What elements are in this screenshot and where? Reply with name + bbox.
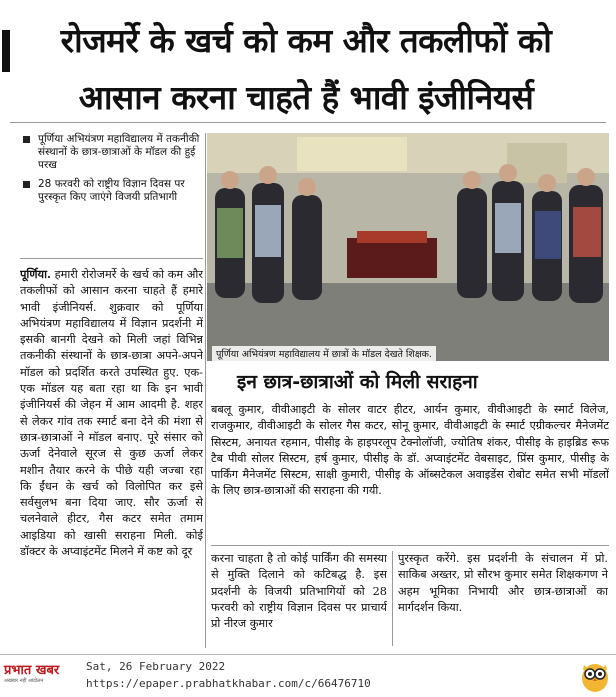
headline-divider [10, 122, 606, 123]
prabhat-khabar-logo[interactable]: प्रभात खबर अखबार नहीं आंदोलन [4, 663, 60, 684]
article-left-column [20, 266, 203, 651]
bullet-square-icon [23, 136, 30, 143]
column-divider [205, 133, 206, 648]
owl-mascot-icon [580, 659, 610, 693]
section-divider [20, 258, 203, 259]
edition-date: Sat, 26 February 2022 [86, 660, 226, 673]
highlights-list [20, 133, 200, 210]
article-left-text: हमारी रोरोजमर्रे के खर्च को कम और तकलीफों को आसान करना चाहते हैं हमारे भावी इंजीनियर्स. शुक्रवार को पूर्णिया अभियंत्रण महाविद्यालय में विज्ञान प्रदर्शनी में इसकी बानगी देखने को मिली जहां विभिन्न तकनीकी संस्थानों के छात्र-छात्रा अपने-अपने मॉडल को प्रदर्शित करते उपस्थित हुए. एक-एक मॉडल यह बता रहा था कि इन भावी इंजीनियर्स की जेहन में आम आदमी है. शहर से लेकर गांव तक स्मार्ट बना देने की मंशा से छात्र-छात्राओं ने मॉडल बनाए. पूरे संसार को ऊर्जा देनेवाले सूरज से कुछ ऊर्जा लेकर मशीन तैयार करने के पीछे यही जज्बा रहा कि ईंधन के खर्च को विलोपित कर इसे सर्वसुलभ बना दिया जाए. सौर ऊर्जा से चलनेवाले हीटर, गैस कटर समेत तमाम आइडिया को खासी सराहना मिली. कोई डॉक्टर के अप्वाइंटमेंट मिलने में कष्ट को दूर [20, 268, 203, 559]
headline [6, 12, 606, 126]
headline-line-1: रोजमर्रे के खर्च को कम और तकलीफों को [60, 21, 552, 60]
epaper-footer [0, 654, 616, 697]
headline-line-2: आसान करना चाहते हैं भावी इंजीनियर्स [78, 78, 534, 117]
article-winners-column: बबलू कुमार, वीवीआइटी के सोलर वाटर हीटर, आर्यन कुमार, वीवीआइटी के स्मार्ट विलेज, राजकुमार, वीवीआइटी के सोलर गैस कटर, सोनू कुमार, वीवीआइटी के स्मार्ट एग्रीकल्चर मैनेजमेंट सिस्टम, अनायत रहमान, पीसीइ के हाइपरलूप टेक्नोलॉजी, ज्योतिष शंकर, पीसीइ के हाइब्रिड रूफ टैब पीवी सोलर सिस्टम, हर्ष कुमार, पीसीइ के डॉ. अप्वाइंटमेंट वेबसाइट, प्रिंस कुमार, पीसीइ के पार्किंग मैनेजमेंट सिस्टम, साक्षी कुमारी, पीसीइ के ऑब्सटेकल अवाइडेंस रोबोट समेत सभी मॉडलों के लिए छात्र-छात्राओं की सराहना की गयी. [211, 403, 609, 498]
column-divider [392, 551, 393, 646]
bullet-square-icon [23, 181, 30, 188]
highlight-item: पूर्णिया अभियंत्रण महाविद्यालय में तकनीकी संस्थानों के छात्र-छात्राओं के मॉडल की हुई परख [20, 133, 200, 172]
highlight-item: 28 फरवरी को राष्ट्रीय विज्ञान दिवस पर पुरस्कृत किए जाएंगे विजयी प्रतिभागी [20, 178, 200, 204]
dateline: पूर्णिया. [20, 267, 51, 281]
subhead: इन छात्र-छात्राओं को मिली सराहना [237, 371, 478, 393]
article-bottom-column-1: करना चाहता है तो कोई पार्किंग की समस्या से मुक्ति दिलाने को कटिबद्ध है. इस प्रदर्शनी के विजयी प्रतिभागियों को 28 फरवरी को राष्ट्रीय विज्ञान दिवस पर प्राचार्य प्रो नीरज कुमार [211, 552, 387, 631]
article-bottom-column-2: पुरस्कृत करेंगे. इस प्रदर्शनी के संचालन में प्रो. साकिब अख्तर, प्रो सौरभ कुमार समेत शिक्षकगण ने अहम भूमिका निभायी और छात्र-छात्राओं का मार्गदर्शन किया. [398, 552, 608, 614]
photo-caption: पूर्णिया अभियंत्रण महाविद्यालय में छात्रों के मॉडल देखते शिक्षक. [212, 346, 436, 361]
section-divider [211, 545, 609, 546]
epaper-url[interactable]: https://epaper.prabhatkhabar.com/c/66476710 [86, 677, 371, 690]
news-photo [207, 133, 609, 361]
